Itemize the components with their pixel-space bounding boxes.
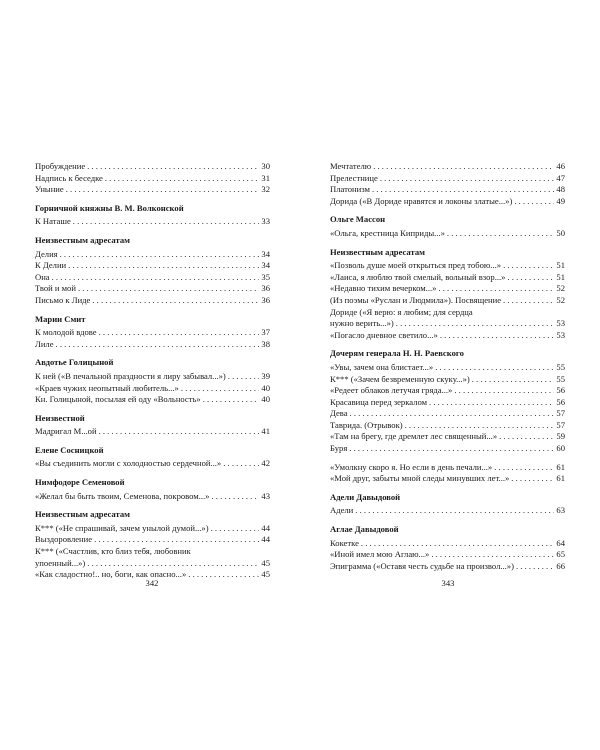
toc-section [35, 203, 270, 228]
entry-page-number: 44 [261, 534, 270, 545]
dot-leader [355, 505, 554, 517]
entry-title: К Делии [35, 260, 67, 271]
toc-entry [330, 330, 565, 342]
dot-leader [52, 272, 260, 284]
toc-entry [35, 339, 270, 351]
toc-section [330, 214, 565, 239]
entry-title: упоенный...») [35, 557, 86, 568]
entry-title: Красавица перед зеркалом [330, 396, 428, 407]
entry-page-number: 42 [261, 458, 270, 469]
dot-leader [438, 283, 554, 295]
toc-entry [330, 505, 565, 517]
entry-title: Делия [35, 248, 58, 259]
toc-entry [330, 283, 565, 295]
toc-entry [330, 318, 565, 330]
dot-leader [211, 523, 260, 535]
page-number-right: 343 [441, 578, 455, 588]
entry-page-number: 64 [556, 537, 565, 548]
entry-title: К*** («Не спрашивай, зачем унылой думой...») [35, 522, 209, 533]
entry-page-number: 55 [556, 373, 565, 384]
dot-leader [105, 173, 260, 185]
toc-entry-title-line: Дориде («Я верю: я любим; для сердца [330, 306, 473, 317]
dot-leader [188, 569, 259, 581]
toc-entry [330, 374, 565, 386]
entry-page-number: 45 [261, 557, 270, 568]
dot-leader [181, 383, 260, 395]
toc-entry [330, 385, 565, 397]
toc-entry [330, 362, 565, 374]
dot-leader [396, 318, 555, 330]
entry-page-number: 39 [261, 370, 270, 381]
toc-section [330, 348, 565, 454]
section-heading: Ольге Массон [330, 214, 386, 225]
toc-entry [330, 161, 565, 173]
entry-title: Мечтателю [330, 161, 372, 171]
entry-title: Лиле [35, 338, 54, 349]
entry-title: Уныние [35, 184, 64, 195]
entry-page-number: 44 [261, 522, 270, 533]
toc-section [330, 524, 565, 572]
entry-page-number: 57 [556, 408, 565, 419]
toc-entry [35, 458, 270, 470]
dot-leader [507, 272, 554, 284]
toc-entry [35, 523, 270, 535]
entry-page-number: 50 [556, 227, 565, 238]
section-heading: Марии Смит [35, 313, 86, 324]
toc-entry [330, 549, 565, 561]
entry-page-number: 40 [261, 382, 270, 393]
entry-page-number: 61 [556, 461, 565, 472]
toc-entry [330, 473, 565, 485]
entry-page-number: 60 [556, 443, 565, 454]
entry-title: «Краев чужих неопытный любитель...» [35, 382, 179, 393]
entry-page-number: 34 [261, 248, 270, 259]
entry-title: «Недавно тихим вечерком...» [330, 283, 437, 294]
dot-leader [87, 558, 259, 570]
entry-title: К Наташе [35, 216, 71, 227]
dot-leader [68, 260, 259, 272]
entry-page-number: 56 [556, 385, 565, 396]
toc-entry [35, 184, 270, 196]
entry-title: Платонизм [330, 184, 370, 195]
entry-page-number: 30 [261, 161, 270, 171]
entry-title: Дева [330, 408, 348, 419]
dot-leader [435, 362, 554, 374]
toc-entry [35, 426, 270, 438]
entry-page-number: 38 [261, 338, 270, 349]
entry-title: «Лаиса, я люблю твой смелый, вольный взор...» [330, 271, 506, 282]
entry-title: Буря [330, 443, 348, 454]
entry-title: Эпиграмма («Оставя честь судьбе на произвол...») [330, 560, 514, 571]
entry-title: «Как сладостно!.. но, боги, как опасно...» [35, 569, 187, 580]
entry-page-number: 55 [556, 361, 565, 372]
page-number-left: 342 [145, 578, 159, 588]
toc-section [330, 247, 565, 342]
entry-title: «Позволь душе моей открыться пред тобою...» [330, 260, 502, 271]
entry-page-number: 37 [261, 327, 270, 338]
section-heading: Неизвестной [35, 412, 85, 423]
toc-entry [35, 491, 270, 503]
toc-entry [35, 534, 270, 546]
entry-title: Выздоровление [35, 534, 93, 545]
toc-entry-title-line: К*** («Счастлив, кто близ тебя, любовник [35, 546, 191, 557]
toc-entry [330, 397, 565, 409]
entry-page-number: 65 [556, 549, 565, 560]
dot-leader [211, 491, 259, 503]
section-heading: Неизвестным адресатам [35, 509, 130, 520]
dot-leader [440, 330, 555, 342]
entry-page-number: 61 [556, 473, 565, 484]
entry-title: «Мой друг, забыты мной следы минувших лет...» [330, 473, 510, 484]
entry-page-number: 53 [556, 329, 565, 340]
entry-title: К ней («В печальной праздности я лиру забывал...») [35, 370, 226, 381]
entry-page-number: 59 [556, 431, 565, 442]
dot-leader [228, 371, 260, 383]
entry-title: «Иной имел мою Аглаю...» [330, 549, 430, 560]
entry-title: Таврида. (Отрывок) [330, 419, 403, 430]
entry-page-number: 48 [556, 184, 565, 195]
entry-title: Адели [330, 505, 354, 516]
dot-leader [447, 228, 555, 240]
section-heading: Неизвестным адресатам [35, 234, 130, 245]
toc-entry [35, 249, 270, 261]
entry-title: К молодой вдове [35, 327, 97, 338]
entry-page-number: 56 [556, 396, 565, 407]
dot-leader [66, 184, 260, 196]
dot-leader [373, 161, 554, 173]
entry-page-number: 35 [261, 271, 270, 282]
toc-section [35, 413, 270, 438]
entry-title: Прелестнице [330, 172, 378, 183]
toc-entry [35, 327, 270, 339]
dot-leader [94, 534, 259, 546]
entry-title: Дорида («В Дориде нравятся и локоны златые...») [330, 195, 513, 206]
dot-leader [60, 249, 260, 261]
dot-leader [431, 549, 554, 561]
entry-page-number: 52 [556, 283, 565, 294]
section-heading: Адели Давыдовой [330, 491, 401, 502]
toc-entry [330, 260, 565, 272]
left-page-contents [35, 161, 270, 581]
entry-page-number: 63 [556, 505, 565, 516]
dot-leader [99, 426, 260, 438]
entry-page-number: 36 [261, 294, 270, 305]
toc-section [35, 235, 270, 307]
entry-title: «Редеет облаков летучая гряда...» [330, 385, 453, 396]
section-heading: Авдотье Голицыной [35, 357, 114, 368]
toc-entry [35, 283, 270, 295]
entry-page-number: 52 [556, 294, 565, 305]
toc-entry [35, 216, 270, 228]
toc-section [330, 492, 565, 517]
toc-entry [330, 561, 565, 573]
toc-entry [35, 558, 270, 570]
entry-page-number: 53 [556, 318, 565, 329]
dot-leader [372, 184, 554, 196]
entry-title: Кн. Голицыной, посылая ей оду «Вольность» [35, 394, 201, 405]
entry-page-number: 36 [261, 283, 270, 294]
entry-title: К*** («Зачем безвременную скуку...») [330, 373, 470, 384]
entry-title: Пробуждение [35, 161, 86, 171]
entry-page-number: 43 [261, 490, 270, 501]
entry-page-number: 57 [556, 419, 565, 430]
entry-page-number: 34 [261, 260, 270, 271]
section-heading: Нимфодоре Семеновой [35, 477, 125, 488]
dot-leader [380, 173, 555, 185]
entry-page-number: 45 [261, 569, 270, 580]
toc-entry [330, 443, 565, 455]
dot-leader [73, 216, 260, 228]
toc-entry [35, 272, 270, 284]
section-heading: Дочерям генерала Н. Н. Раевского [330, 348, 464, 359]
toc-entry [330, 173, 565, 185]
dot-leader [499, 431, 554, 443]
dot-leader [223, 458, 259, 470]
section-heading: Аглае Давыдовой [330, 524, 399, 535]
entry-page-number: 51 [556, 260, 565, 271]
dot-leader [78, 283, 259, 295]
entry-title: Письмо к Лиде [35, 294, 91, 305]
dot-leader [472, 374, 555, 386]
toc-section [35, 161, 270, 196]
dot-leader [454, 385, 554, 397]
dot-leader [405, 420, 555, 432]
toc-section [330, 161, 565, 207]
dot-leader [494, 462, 554, 474]
entry-title: «Вы съединить могли с холодностью сердечной...» [35, 458, 222, 469]
section-heading: Горничной княжны В. М. Волконской [35, 202, 184, 213]
dot-leader [92, 295, 259, 307]
entry-title: «Ольга, крестница Киприды...» [330, 227, 445, 238]
entry-title: Мадригал М...ой [35, 426, 97, 437]
entry-title: Она [35, 271, 50, 282]
entry-page-number: 32 [261, 184, 270, 195]
toc-section [35, 477, 270, 502]
dot-leader [503, 295, 554, 307]
entry-title: «Увы, зачем она блистает...» [330, 361, 434, 372]
entry-title: нужно верить...») [330, 318, 394, 329]
entry-page-number: 46 [556, 161, 565, 171]
entry-page-number: 51 [556, 271, 565, 282]
entry-title: Надпись к беседке [35, 172, 103, 183]
dot-leader [87, 161, 259, 173]
toc-section [35, 509, 270, 581]
toc-entry [330, 538, 565, 550]
entry-page-number: 47 [556, 172, 565, 183]
toc-section [330, 462, 565, 485]
toc-entry [330, 408, 565, 420]
toc-entry [35, 161, 270, 173]
entry-page-number: 33 [261, 216, 270, 227]
toc-entry [330, 196, 565, 208]
toc-entry [330, 228, 565, 240]
toc-entry [330, 462, 565, 474]
entry-title: (Из поэмы «Руслан и Людмила»). Посвящение [330, 294, 502, 305]
toc-entry [35, 371, 270, 383]
section-heading: Елене Сосницкой [35, 444, 104, 455]
toc-entry [330, 272, 565, 284]
entry-page-number: 66 [556, 560, 565, 571]
dot-leader [429, 397, 554, 409]
dot-leader [203, 394, 260, 406]
toc-entry [35, 173, 270, 185]
entry-page-number: 41 [261, 426, 270, 437]
toc-section [35, 357, 270, 405]
entry-page-number: 31 [261, 172, 270, 183]
dot-leader [516, 561, 554, 573]
toc-entry [330, 431, 565, 443]
entry-title: Твой и мой [35, 283, 76, 294]
toc-section [35, 314, 270, 351]
dot-leader [350, 408, 555, 420]
dot-leader [514, 196, 554, 208]
toc-entry [35, 260, 270, 272]
dot-leader [511, 473, 554, 485]
dot-leader [503, 260, 554, 272]
section-heading: Неизвестным адресатам [330, 246, 425, 257]
entry-title: «Там на брегу, где дремлет лес священный...» [330, 431, 498, 442]
toc-entry [330, 420, 565, 432]
dot-leader [349, 443, 554, 455]
entry-title: «Умолкну скоро я. Но если в день печали...» [330, 461, 493, 472]
toc-section [35, 445, 270, 470]
entry-title: «Погасло дневное светило...» [330, 329, 438, 340]
toc-entry [330, 184, 565, 196]
entry-page-number: 49 [556, 195, 565, 206]
right-page-contents [330, 161, 565, 572]
toc-entry [35, 383, 270, 395]
toc-entry [330, 295, 565, 307]
toc-entry [35, 295, 270, 307]
toc-entry [35, 394, 270, 406]
entry-title: Кокетке [330, 537, 359, 548]
dot-leader [361, 538, 554, 550]
entry-title: «Желал бы быть твоим, Семенова, покровом...» [35, 490, 210, 501]
dot-leader [56, 339, 260, 351]
dot-leader [99, 327, 260, 339]
entry-page-number: 40 [261, 394, 270, 405]
